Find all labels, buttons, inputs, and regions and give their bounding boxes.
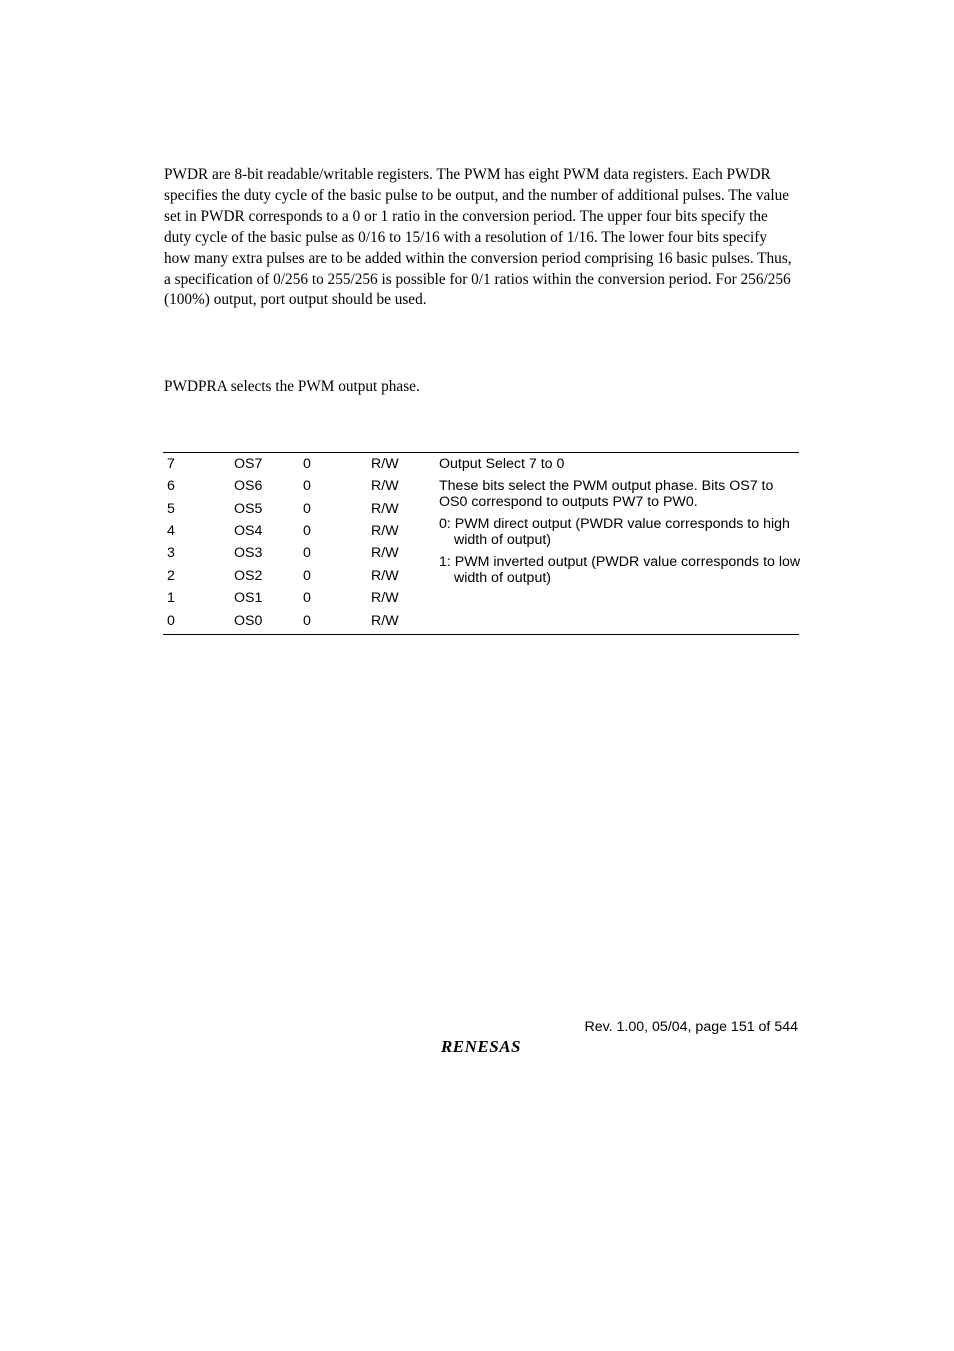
initial-value-cell: 0 — [303, 456, 311, 472]
rw-cell: R/W — [371, 478, 399, 494]
initial-value-cell: 0 — [303, 612, 311, 629]
bit-name-cell: OS1 — [234, 590, 263, 606]
initial-value-cell: 0 — [303, 478, 311, 494]
body-paragraph-pwdr: PWDR are 8-bit readable/writable registers. The PWM has eight PWM data registers. Each PWDR specifies the duty cycle of the basic pulse to be output, and the number of additional pulses. The value set in PWDR corresponds to a 0 or 1 ratio in the conversion period. The upper four bits specify the duty cycle of the basic pulse as 0/16 to 15/16 with a resolution of 1/16. The lower four bits specify how many extra pulses are to be added within the conversion period comprising 16 basic pulses. Thus, a specification of 0/256 to 255/256 is possible for 0/1 ratios within the conversion period. For 256/256 (100%) output, port output should be used. — [164, 166, 792, 309]
description-body: These bits select the PWM output phase. Bits OS7 to OS0 correspond to outputs PW7 to PW0. — [439, 477, 774, 510]
rw-cell: R/W — [371, 456, 399, 472]
bit-name-cell: OS2 — [234, 567, 263, 584]
description-title: Output Select 7 to 0 — [439, 456, 565, 472]
rw-cell: R/W — [371, 590, 399, 606]
bit-cell: 1 — [167, 590, 175, 606]
initial-value-cell: 0 — [303, 590, 311, 606]
rw-cell: R/W — [371, 567, 399, 584]
bit-name-cell: OS6 — [234, 478, 263, 494]
logo-wordmark: RENESAS — [440, 1037, 522, 1056]
rw-cell: R/W — [371, 500, 399, 517]
bit-description-cell — [439, 455, 801, 592]
register-bit-table — [163, 452, 799, 635]
rw-cell: R/W — [371, 545, 399, 561]
bit-name-cell: OS4 — [234, 523, 263, 539]
bit-name-cell: OS3 — [234, 545, 263, 561]
bit-cell: 3 — [167, 545, 175, 561]
renesas-logo — [423, 1036, 541, 1056]
renesas-logo-icon — [423, 1036, 541, 1056]
initial-value-cell: 0 — [303, 545, 311, 561]
bit-name-cell: OS7 — [234, 456, 263, 472]
description-option-0: 0: PWM direct output (PWDR value corresponds to high width of output) — [439, 515, 790, 548]
bit-name-cell: OS5 — [234, 500, 263, 517]
bit-cell: 5 — [167, 500, 175, 517]
initial-value-cell: 0 — [303, 567, 311, 584]
initial-value-cell: 0 — [303, 523, 311, 539]
bit-name-cell: OS0 — [234, 612, 263, 629]
bit-cell: 0 — [167, 612, 175, 629]
body-paragraph-pwdpra: PWDPRA selects the PWM output phase. — [164, 378, 420, 395]
bit-cell: 4 — [167, 523, 175, 539]
initial-value-cell: 0 — [303, 500, 311, 517]
bit-cell: 2 — [167, 567, 175, 584]
rw-cell: R/W — [371, 612, 399, 629]
page-footer-info: Rev. 1.00, 05/04, page 151 of 544 — [584, 1019, 798, 1035]
bit-cell: 7 — [167, 456, 175, 472]
rw-cell: R/W — [371, 523, 399, 539]
description-option-1: 1: PWM inverted output (PWDR value corresponds to low width of output) — [439, 553, 801, 586]
bit-cell: 6 — [167, 478, 175, 494]
